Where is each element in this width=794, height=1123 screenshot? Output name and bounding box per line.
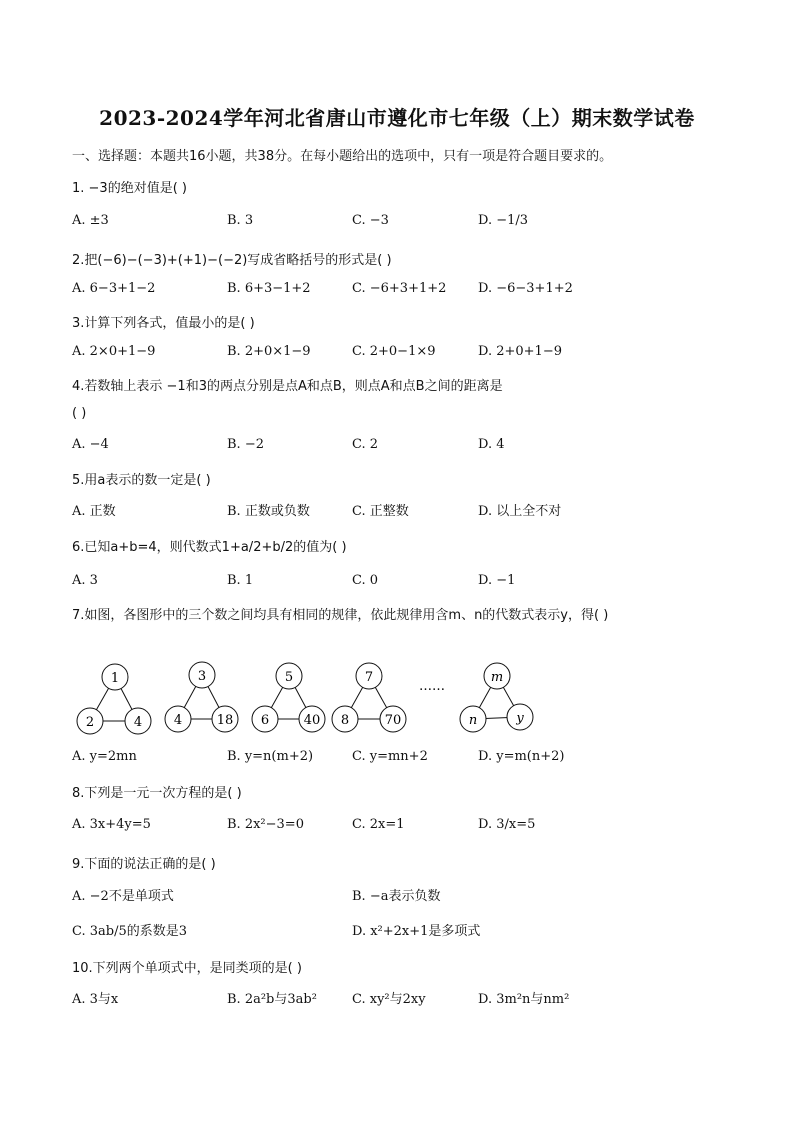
question-2-option-a: A. 6−3+1−2 [72, 281, 156, 296]
triangle-5-top: m [490, 670, 504, 685]
question-9-option-d: D. x²+2x+1是多项式 [352, 924, 481, 939]
question-1-option-c: C. −3 [352, 213, 389, 228]
question-1-stem: 1. −3的绝对值是( ) [72, 181, 187, 196]
question-7-option-c: C. y=mn+2 [352, 749, 428, 764]
triangle-5-left: n [468, 713, 478, 728]
question-10-option-b: B. 2a²b与3ab² [227, 992, 317, 1007]
section-heading: 一、选择题：本题共16小题，共38分。在每小题给出的选项中，只有一项是符合题目要求的。 [72, 149, 613, 164]
triangle-4 [332, 663, 406, 732]
question-3-option-d: D. 2+0+1−9 [478, 344, 562, 359]
question-6-option-a: A. 3 [72, 573, 98, 588]
question-10-option-a: A. 3与x [72, 992, 119, 1007]
question-5-option-d: D. 以上全不对 [478, 504, 562, 519]
question-9-stem: 9.下面的说法正确的是( ) [72, 857, 216, 872]
question-4-stem: 4.若数轴上表示 −1和3的两点分别是点A和点B，则点A和点B之间的距离是 [72, 379, 503, 394]
question-7-option-b: B. y=n(m+2) [227, 749, 314, 764]
triangle-1-right: 4 [133, 715, 143, 730]
question-5-stem: 5.用a表示的数一定是( ) [72, 473, 211, 488]
question-1-option-a: A. ±3 [72, 213, 109, 228]
question-3-option-b: B. 2+0×1−9 [227, 344, 311, 359]
question-3-option-c: C. 2+0−1×9 [352, 344, 436, 359]
question-8-option-b: B. 2x²−3=0 [227, 817, 304, 832]
triangle-1 [77, 664, 151, 734]
question-9-option-a: A. −2不是单项式 [72, 889, 174, 904]
triangle-4-left: 8 [340, 713, 350, 728]
question-4-option-d: D. 4 [478, 437, 505, 452]
triangle-3 [252, 663, 325, 732]
question-7-option-a: A. y=2mn [72, 749, 137, 764]
question-7-option-d: D. y=m(n+2) [478, 749, 565, 764]
triangle-5 [460, 663, 533, 732]
question-5-option-a: A. 正数 [72, 504, 116, 519]
triangle-2-top: 3 [197, 669, 207, 684]
triangle-1-left: 2 [85, 715, 95, 730]
question-6-stem: 6.已知a+b=4，则代数式1+a/2+b/2的值为( ) [72, 540, 347, 555]
triangle-1-top: 1 [110, 671, 120, 686]
question-9-option-b: B. −a表示负数 [352, 889, 441, 904]
triangle-4-top: 7 [364, 670, 374, 685]
question-8-stem: 8.下列是一元一次方程的是( ) [72, 786, 242, 801]
figure-ellipsis: …… [419, 679, 445, 694]
triangle-3-left: 6 [260, 713, 270, 728]
question-2-option-c: C. −6+3+1+2 [352, 281, 447, 296]
triangle-3-top: 5 [284, 670, 294, 685]
triangle-2-right: 18 [216, 713, 234, 728]
question-3-option-a: A. 2×0+1−9 [72, 344, 156, 359]
question-10-option-c: C. xy²与2xy [352, 992, 426, 1007]
question-3-stem: 3.计算下列各式，值最小的是( ) [72, 316, 255, 331]
triangle-2 [165, 662, 238, 732]
question-2-stem: 2.把(−6)−(−3)+(+1)−(−2)写成省略括号的形式是( ) [72, 253, 392, 268]
question-10-stem: 10.下列两个单项式中，是同类项的是( ) [72, 961, 302, 976]
triangle-4-right: 70 [384, 713, 402, 728]
question-1-option-b: B. 3 [227, 213, 254, 228]
page-title: 2023-2024学年河北省唐山市遵化市七年级（上）期末数学试卷 [99, 106, 695, 130]
question-2-option-d: D. −6−3+1+2 [478, 281, 573, 296]
question-8-option-c: C. 2x=1 [352, 817, 405, 832]
triangle-2-left: 4 [173, 713, 183, 728]
question-7-stem: 7.如图，各图形中的三个数之间均具有相同的规律，依此规律用含m、n的代数式表示y，得( ) [72, 608, 609, 623]
question-6-option-c: C. 0 [352, 573, 379, 588]
question-10-option-d: D. 3m²n与nm² [478, 992, 570, 1007]
question-4-option-b: B. −2 [227, 437, 264, 452]
triangle-5-right: y [516, 711, 524, 726]
triangle-3-right: 40 [303, 713, 321, 728]
question-8-option-a: A. 3x+4y=5 [72, 817, 151, 832]
question-1-option-d: D. −1/3 [478, 213, 529, 228]
question-6-option-d: D. −1 [478, 573, 516, 588]
question-6-option-b: B. 1 [227, 573, 254, 588]
question-9-option-c: C. 3ab/5的系数是3 [72, 924, 188, 939]
question-4-stem-continued: ( ) [72, 406, 87, 421]
question-5-option-c: C. 正整数 [352, 504, 409, 519]
question-7-figure [60, 655, 580, 735]
question-5-option-b: B. 正数或负数 [227, 504, 310, 519]
question-8-option-d: D. 3/x=5 [478, 817, 536, 832]
question-4-option-a: A. −4 [72, 437, 109, 452]
question-4-option-c: C. 2 [352, 437, 379, 452]
question-2-option-b: B. 6+3−1+2 [227, 281, 311, 296]
